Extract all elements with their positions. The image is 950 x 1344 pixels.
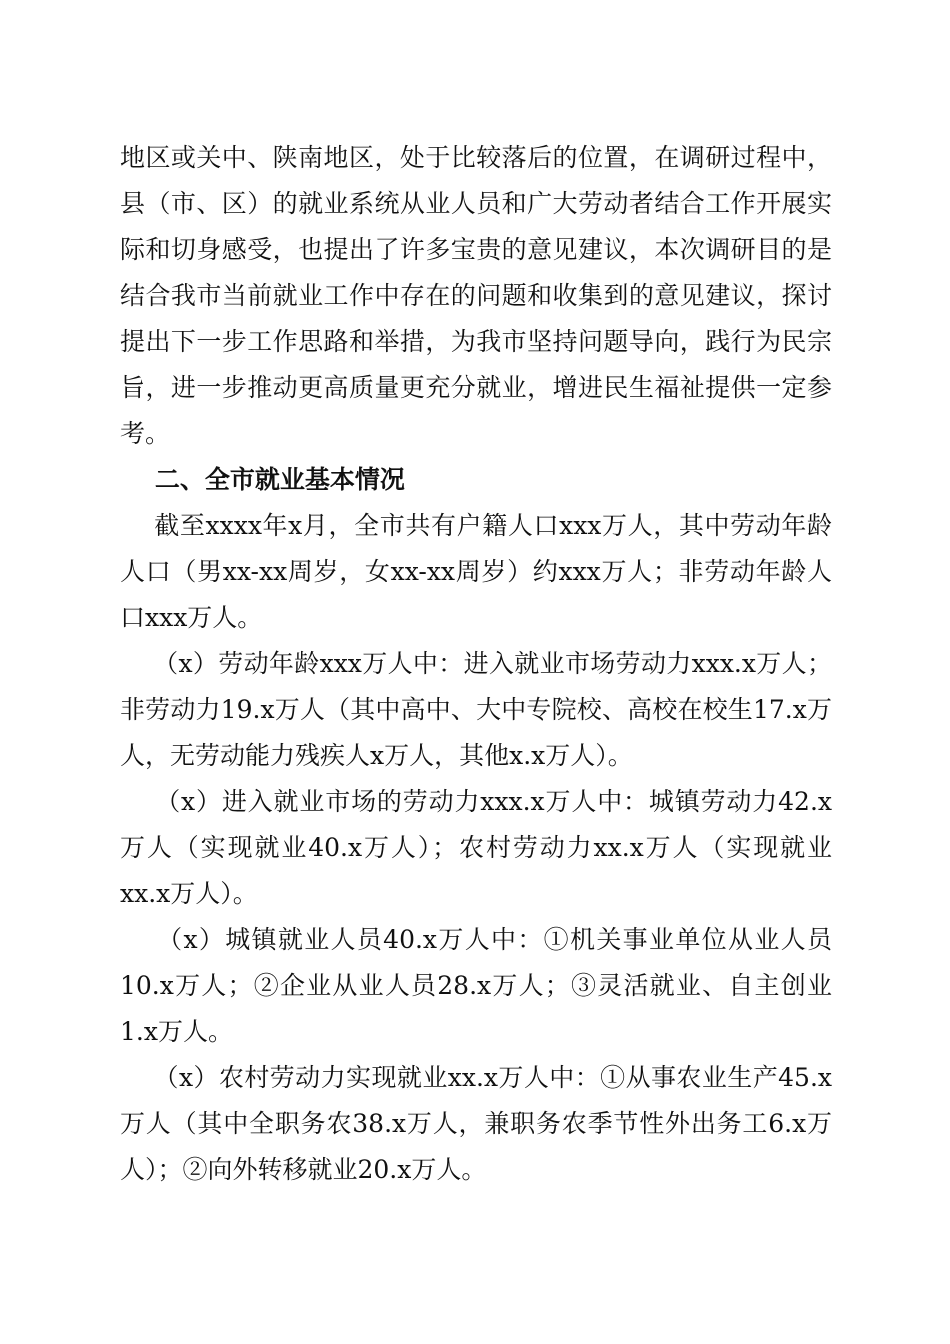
- paragraph-urban-employment: （x）城镇就业人员40.x万人中：①机关事业单位从业人员10.x万人；②企业从业人员28.x万人；③灵活就业、自主创业1.x万人。: [120, 925, 832, 1046]
- paragraph-labor-age: （x）劳动年龄xxx万人中：进入就业市场劳动力xxx.x万人；非劳动力19.x万人（其中高中、大中专院校、高校在校生17.x万人，无劳动能力残疾人x万人，其他x.x万人）。: [120, 649, 832, 770]
- paragraph-rural-employment: （x）农村劳动力实现就业xx.x万人中：①从事农业生产45.x万人（其中全职务农38.x万人，兼职务农季节性外出务工6.x万人）；②向外转移就业20.x万人。: [120, 1063, 833, 1184]
- paragraph-population: 截至xxxx年x月，全市共有户籍人口xxx万人，其中劳动年龄人口（男xx-xx周岁，女xx-xx周岁）约xxx万人；非劳动年龄人口xxx万人。: [120, 511, 832, 632]
- section-heading: 二、全市就业基本情况: [120, 465, 405, 494]
- paragraph-intro-continued: 地区或关中、陕南地区，处于比较落后的位置，在调研过程中，县（市、区）的就业系统从业人员和广大劳动者结合工作开展实际和切身感受，也提出了许多宝贵的意见建议，本次调研目的是结合我市当前就业工作中存在的问题和收集到的意见建议，探讨提出下一步工作思路和举措，为我市坚持问题导向，践行为民宗旨，进一步推动更高质量更充分就业，增进民生福祉提供一定参考。: [120, 143, 832, 448]
- document-body: [120, 135, 832, 1193]
- paragraph-labor-market: （x）进入就业市场的劳动力xxx.x万人中：城镇劳动力42.x万人（实现就业40.x万人）；农村劳动力xx.x万人（实现就业xx.x万人）。: [120, 787, 832, 908]
